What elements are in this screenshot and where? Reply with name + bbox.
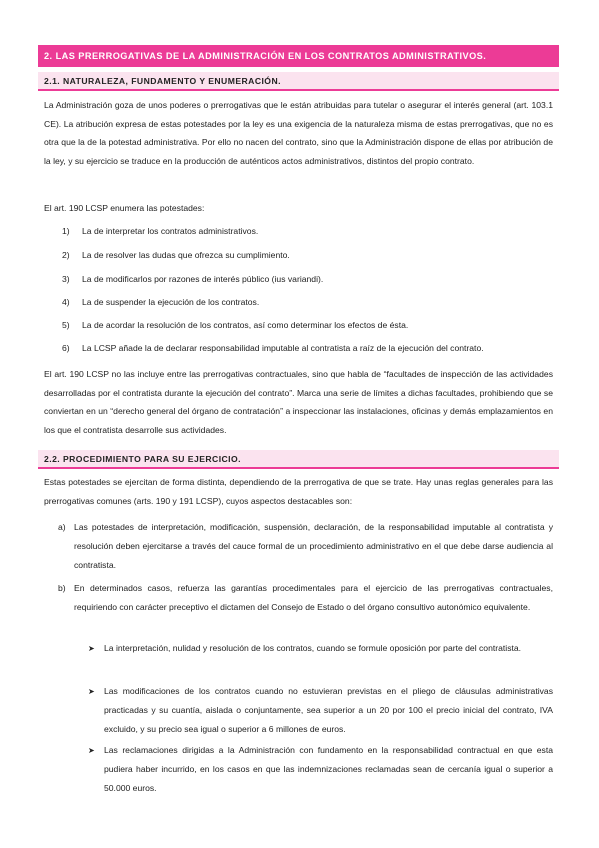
list-text: La LCSP añade la de declarar responsabilidad imputable al contratista a raíz de la ejecución del contrato.: [82, 343, 484, 353]
list-text: En determinados casos, refuerza las garantías procedimentales para el ejercicio de las prerrogativas contractuales, requiriendo con carácter preceptivo el dictamen del Consejo de Estado o del órgano consultivo autonómico equivalente.: [74, 583, 553, 612]
section-heading: 2. LAS PRERROGATIVAS DE LA ADMINISTRACIÓN EN LOS CONTRATOS ADMINISTRATIVOS.: [38, 45, 559, 67]
arrow-bullet-icon: ➤: [88, 687, 95, 696]
list-text: La de modificarlos por razones de interés público (ius variandi).: [82, 274, 324, 284]
list-number: 3): [62, 274, 70, 284]
list-text: Las potestades de interpretación, modificación, suspensión, declaración, de la responsabilidad imputable al contratista y resolución deben ejercitarse a través del cauce formal de un procedimiento administrativo en el que debe darse audiencia al contratista.: [74, 522, 553, 570]
paragraph-enumeracion-intro: El art. 190 LCSP enumera las potestades:: [44, 203, 205, 213]
subsection-heading-2: 2.2. PROCEDIMIENTO PARA SU EJERCICIO.: [38, 450, 559, 469]
list-number: 2): [62, 250, 70, 260]
paragraph-procedimiento: Estas potestades se ejercitan de forma distinta, dependiendo de la prerrogativa de que se trate. Hay unas reglas generales para las prerrogativas comunes (arts. 190 y 191 LCSP), cuyos aspectos destacables son:: [44, 477, 553, 506]
list-number: 1): [62, 226, 70, 236]
list-number: 4): [62, 297, 70, 307]
bullet-text: La interpretación, nulidad y resolución de los contratos, cuando se formule oposición por parte del contratista.: [104, 643, 522, 653]
arrow-bullet-icon: ➤: [88, 644, 95, 653]
subsection-heading-1: 2.1. NATURALEZA, FUNDAMENTO Y ENUMERACIÓN.: [38, 72, 559, 91]
paragraph-naturaleza: La Administración goza de unos poderes o prerrogativas que le están atribuidas para tutelar o asegurar el interés general (art. 103.1 CE). La atribución expresa de estas potestades por la ley es una exigencia de la naturaleza misma de estas prerrogativas, que no es otra que la de la potestad administrativa. Por ello no nacen del contrato, sino que la Administración dispone de ellas por atribución de la ley, y su ejercicio se traduce en la producción de auténticos actos administrativos, distintos del propio contrato.: [44, 100, 553, 166]
list-letter: b): [58, 583, 66, 593]
list-number: 5): [62, 320, 70, 330]
list-text: La de suspender la ejecución de los contratos.: [82, 297, 260, 307]
bullet-text: Las reclamaciones dirigidas a la Administración con fundamento en la responsabilidad contractual en que esta pudiera haber incurrido, en los casos en que las indemnizaciones reclamadas sean de cercanía igual o superior a 50.000 euros.: [104, 745, 553, 793]
list-text: La de acordar la resolución de los contratos, así como determinar los efectos de ésta.: [82, 320, 409, 330]
bullet-text: Las modificaciones de los contratos cuando no estuvieran previstas en el pliego de cláusulas administrativas practicadas y su cuantía, aislada o conjuntamente, sea superior a un 20 por 100 el precio inicial del contrato, IVA excluido, y su precio sea igual o superior a 6 millones de euros.: [104, 686, 553, 734]
paragraph-inspeccion: El art. 190 LCSP no las incluye entre las prerrogativas contractuales, sino que habla de “facultades de inspección de las actividades desarrolladas por el contratista durante la ejecución del contrato”. Marca una serie de límites a dichas facultades, prohibiendo que se conviertan en un “derecho general del órgano de contratación” a inspeccionar las instalaciones, oficinas y demás emplazamientos en los que el contratista desarrolle sus actividades.: [44, 369, 553, 435]
list-number: 6): [62, 343, 70, 353]
list-letter: a): [58, 522, 66, 532]
list-text: La de resolver las dudas que ofrezca su cumplimiento.: [82, 250, 290, 260]
list-text: La de interpretar los contratos administrativos.: [82, 226, 259, 236]
arrow-bullet-icon: ➤: [88, 746, 95, 755]
